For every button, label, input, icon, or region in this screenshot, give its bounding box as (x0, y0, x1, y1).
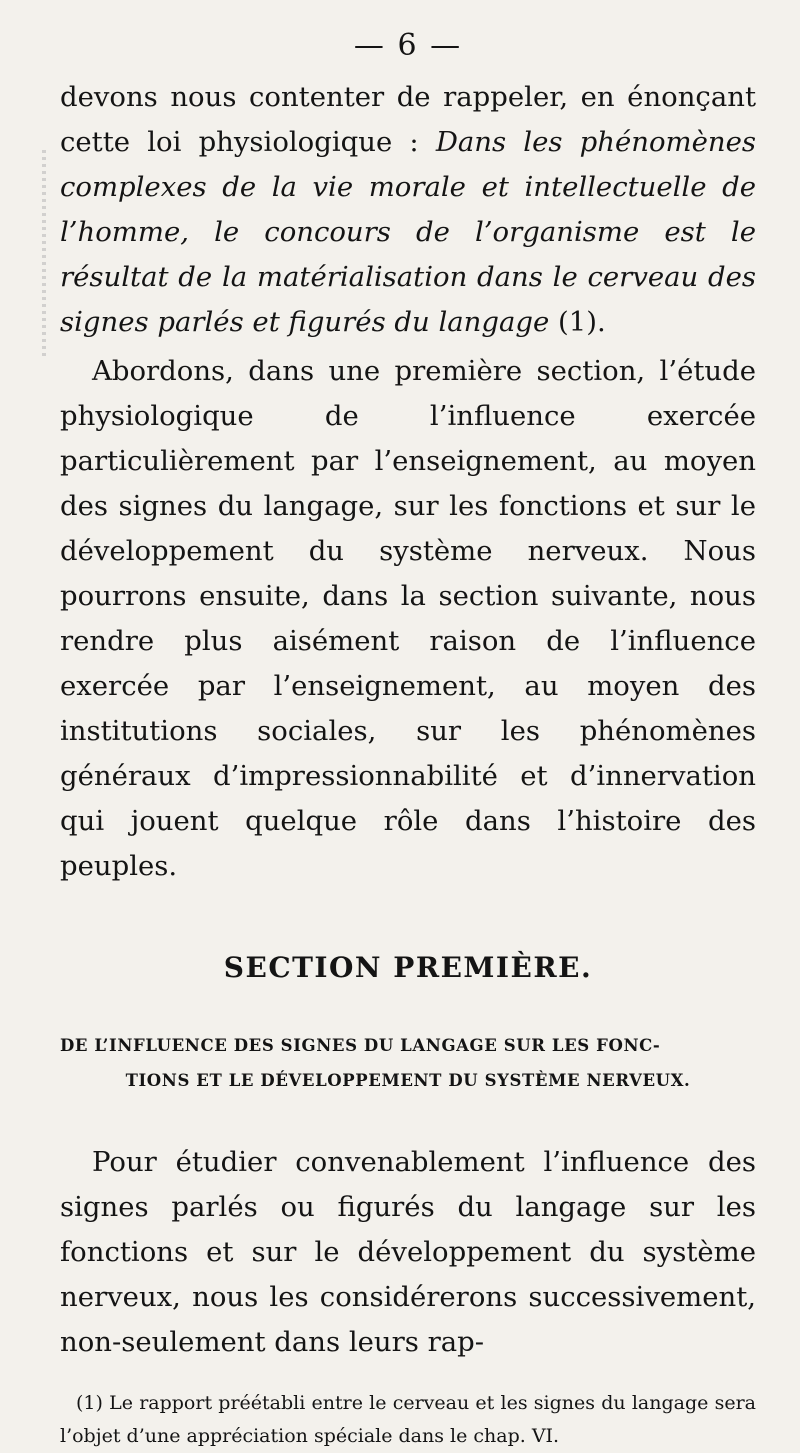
footnote: (1) Le rapport préétabli entre le cerveau et les signes du langage sera l’objet d’une appréciation spéciale dans le chap. VI. (60, 1392, 756, 1447)
paragraph-text: devons nous contenter de rappeler, en énonçant cette loi physiologique : (60, 81, 756, 158)
section-subtitle-line2: TIONS ET LE DÉVELOPPEMENT DU SYSTÈME NERVEUX. (125, 1071, 691, 1090)
italic-law-statement: Dans les phénomènes complexes de la vie morale et intellectuelle de l’homme, le concours de l’organisme est le résultat de la matérialisation dans le cerveau des signes parlés et figurés du langage (60, 126, 756, 338)
paragraph-continuation (60, 75, 756, 345)
paragraph-pour-etudier: Pour étudier convenablement l’influence des signes parlés ou figurés du langage sur les fonctions et sur le développement du système nerveux, nous les considérerons successivement, non-seulement dans leurs rap- (60, 1146, 756, 1358)
paragraph-abordons: Abordons, dans une première section, l’étude physiologique de l’influence exercée particulièrement par l’enseignement, au moyen des signes du langage, sur les fonctions et sur le développement du système nerveux. Nous pourrons ensuite, dans la section suivante, nous rendre plus aisément raison de l’influence exercée par l’enseignement, au moyen des institutions sociales, sur les phénomènes généraux d’impressionnabilité et d’innervation qui jouent quelque rôle dans l’histoire des peuples. (60, 355, 756, 882)
binding-shadow (42, 150, 46, 360)
section-subtitle-line1: DE L’INFLUENCE DES SIGNES DU LANGAGE SUR LES FONC- (60, 1036, 661, 1055)
page-number: — 6 — (353, 28, 463, 63)
section-title: SECTION PREMIÈRE. (223, 951, 593, 984)
footnote-reference: (1). (549, 306, 606, 338)
section-subtitle (60, 1028, 756, 1098)
